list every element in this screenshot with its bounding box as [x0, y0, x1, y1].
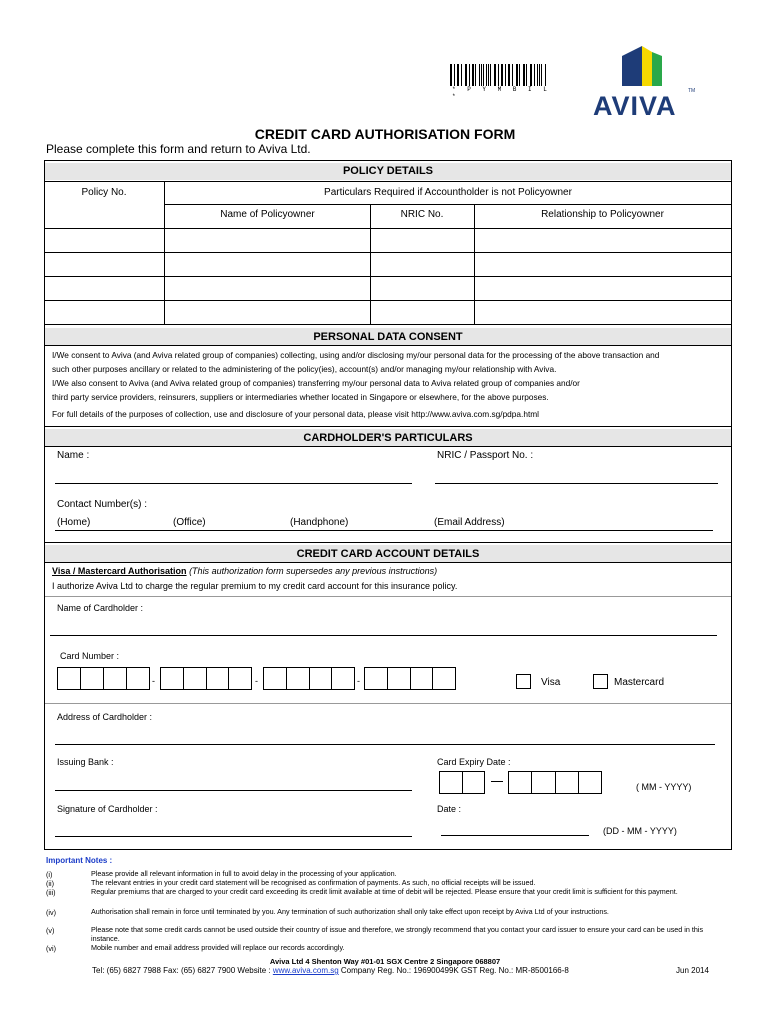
nric-passport-field[interactable] — [435, 483, 718, 484]
policy-details-heading: POLICY DETAILS — [45, 163, 731, 180]
form-subtitle: Please complete this form and return to Aviva Ltd. — [46, 142, 311, 156]
form-title: CREDIT CARD AUTHORISATION FORM — [254, 126, 516, 142]
visa-mc-authorisation — [52, 566, 437, 576]
policy-no-label: Policy No. — [81, 187, 127, 198]
mastercard-checkbox[interactable] — [593, 674, 608, 689]
footer-contact-prefix: Tel: (65) 6827 7988 Fax: (65) 6827 7900 Website : — [92, 966, 273, 975]
note-text: Regular premiums that are charged to your credit card exceeding its credit limit available at time of debit will be rejected. Please ensure that your credit limit is sufficient for this payment. — [91, 887, 678, 896]
visa-label: Visa — [541, 677, 561, 688]
barcode-bar — [466, 64, 467, 86]
date-format: (DD - MM - YYYY) — [603, 826, 677, 836]
visa-mc-title: Visa / Mastercard Authorisation — [52, 566, 187, 576]
name-of-cardholder-label: Name of Cardholder : — [57, 603, 144, 613]
signature-field[interactable] — [55, 836, 412, 837]
footer-date: Jun 2014 — [676, 966, 709, 975]
footer-contact — [92, 966, 569, 975]
barcode-bar — [461, 64, 462, 86]
policy-row[interactable] — [45, 229, 731, 252]
barcode-bar — [488, 64, 489, 86]
consent-line-4: third party service providers, reinsurers, suppliers or intermediaries whether located in Singapore or elsewhere, for the above purposes. — [52, 392, 549, 402]
barcode-bar — [454, 64, 455, 86]
email-label: (Email Address) — [434, 517, 505, 528]
note-text: Mobile number and email address provided will replace our records accordingly. — [91, 943, 345, 952]
card-dash: - — [152, 676, 155, 686]
card-dash: - — [357, 676, 360, 686]
particulars-label: Particulars Required if Accountholder is not Policyowner — [324, 187, 572, 198]
issuing-bank-field[interactable] — [55, 790, 412, 791]
barcode-bar — [539, 64, 540, 86]
expiry-label: Card Expiry Date : — [437, 757, 511, 767]
barcode-bar — [475, 64, 476, 86]
footer-contact-suffix: Company Reg. No.: 196900499K GST Reg. No.: MR-8500166-8 — [338, 966, 569, 975]
name-of-cardholder-field[interactable] — [50, 635, 717, 636]
policy-row[interactable] — [45, 301, 731, 324]
aviva-logo-text: AVIVA — [593, 91, 677, 121]
consent-line-1: I/We consent to Aviva (and Aviva related group of companies) collecting, using and/or disclosing my/our personal data for the processing of the above transaction and — [52, 350, 660, 360]
cardholder-heading: CARDHOLDER'S PARTICULARS — [45, 429, 731, 446]
website-link[interactable]: www.aviva.com.sg — [272, 966, 339, 975]
barcode-text: * P Y M B I L * — [452, 86, 551, 100]
card-number-group-1[interactable] — [57, 667, 150, 690]
home-label: (Home) — [57, 517, 91, 528]
mastercard-label: Mastercard — [614, 677, 665, 688]
barcode-bar — [509, 64, 510, 86]
authorize-text: I authorize Aviva Ltd to charge the regular premium to my credit card account for this insurance policy. — [52, 581, 458, 591]
date-field[interactable] — [441, 835, 589, 836]
card-number-label: Card Number : — [60, 651, 120, 661]
col-name-of-policyowner: Name of Policyowner — [220, 209, 315, 220]
note-text: Please provide all relevant information in full to avoid delay in the processing of your application. — [91, 869, 397, 878]
col-relationship: Relationship to Policyowner — [541, 209, 664, 220]
note-text: Please note that some credit cards cannot be used outside their country of issue and therefore, we strongly recommend that you contact your card issuer to ensure your card can be used in this instance. — [91, 925, 704, 943]
consent-heading: PERSONAL DATA CONSENT — [45, 328, 731, 345]
card-dash: - — [255, 676, 258, 686]
card-number-group-3[interactable] — [263, 667, 355, 690]
card-number-group-2[interactable] — [160, 667, 252, 690]
barcode-bar — [531, 64, 532, 86]
note-number: (vi) — [46, 944, 56, 953]
note-number: (iii) — [46, 888, 56, 897]
note-text: The relevant entries in your credit card statement will be recognised as confirmation of payments. As such, no official receipts will be issued. — [91, 878, 536, 887]
policy-row[interactable] — [45, 253, 731, 276]
contact-numbers-field[interactable] — [55, 530, 713, 531]
barcode-bar — [517, 64, 518, 86]
note-number: (iv) — [46, 908, 56, 917]
col-nric-no: NRIC No. — [400, 209, 444, 220]
card-number-group-4[interactable] — [364, 667, 456, 690]
note-number: (ii) — [46, 879, 54, 888]
expiry-year-boxes[interactable] — [508, 771, 602, 794]
barcode — [450, 64, 546, 86]
note-number: (v) — [46, 926, 55, 935]
visa-mc-note: (This authorization form supersedes any previous instructions) — [189, 566, 438, 576]
account-heading: CREDIT CARD ACCOUNT DETAILS — [45, 545, 731, 562]
cardholder-name-label: Name : — [57, 450, 90, 461]
consent-line-5: For full details of the purposes of collection, use and disclosure of your personal data, please visit http://www.aviva.com.sg/pdpa.html — [52, 409, 540, 419]
handphone-label: (Handphone) — [290, 517, 349, 528]
consent-line-2: such other purposes ancillary or related to the administering of the policy(ies), account(s) and/or managing my/our relationship with Aviva. — [52, 364, 557, 374]
contact-numbers-label: Contact Number(s) : — [57, 499, 148, 510]
note-text: Authorisation shall remain in force until terminated by you. Any termination of such authorization shall only take effect upon receipt by Aviva Ltd of your instructions. — [91, 907, 609, 916]
address-label: Address of Cardholder : — [57, 712, 153, 722]
aviva-logo-tm: TM — [688, 88, 696, 94]
note-number: (i) — [46, 870, 53, 879]
signature-label: Signature of Cardholder : — [57, 804, 158, 814]
consent-line-3: I/We also consent to Aviva (and Aviva related group of companies) transferring my/our personal data to Aviva related group of companies and/or — [52, 378, 580, 388]
expiry-month-boxes[interactable] — [439, 771, 485, 794]
important-notes-title: Important Notes : — [46, 856, 113, 865]
office-label: (Office) — [173, 517, 206, 528]
footer-address: Aviva Ltd 4 Shenton Way #01-01 SGX Centre 2 Singapore 068807 — [269, 957, 501, 966]
barcode-bar — [502, 64, 503, 86]
cardholder-name-field[interactable] — [55, 483, 412, 484]
visa-checkbox[interactable] — [516, 674, 531, 689]
date-label: Date : — [437, 804, 462, 814]
policy-row[interactable] — [45, 277, 731, 300]
expiry-format: ( MM - YYYY) — [636, 782, 692, 792]
address-field[interactable] — [55, 744, 715, 745]
barcode-bar — [495, 64, 496, 86]
barcode-bar — [479, 64, 480, 86]
issuing-bank-label: Issuing Bank : — [57, 757, 114, 767]
nric-passport-label: NRIC / Passport No. : — [437, 450, 534, 461]
barcode-bar — [526, 64, 527, 86]
